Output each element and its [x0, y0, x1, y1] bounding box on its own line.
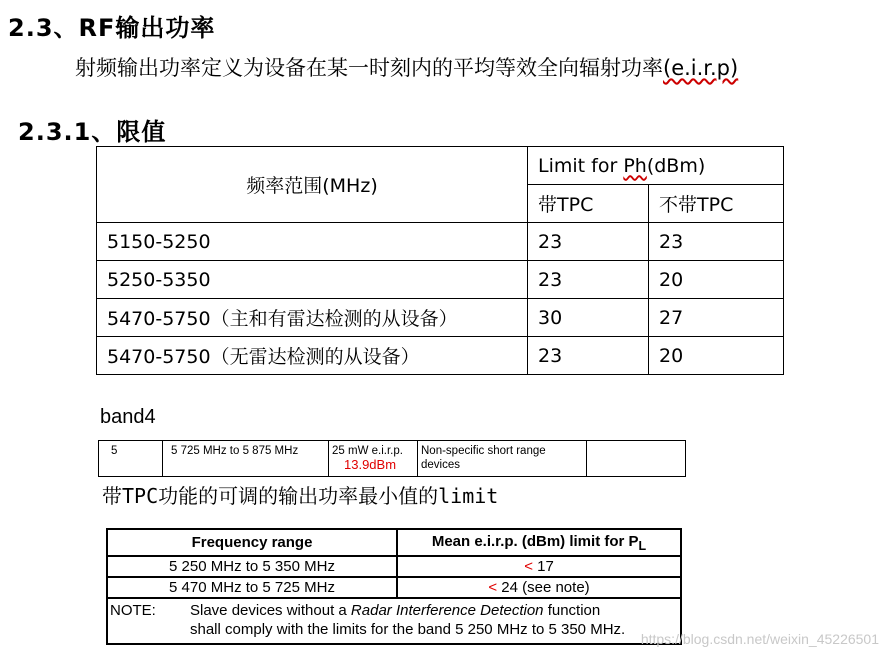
freq-cell: 5470-5750（无雷达检测的从设备）	[97, 337, 528, 375]
freq-cell: 5250-5350	[97, 261, 528, 299]
table-row	[97, 261, 784, 299]
band4-power: 25 mW e.i.r.p.	[332, 445, 403, 457]
band4-power-cell	[329, 441, 418, 477]
pl-note	[107, 598, 681, 644]
pl-note-line2: shall comply with the limits for the band 5 250 MHz to 5 350 MHz.	[190, 621, 626, 638]
pl-limit-header	[397, 529, 681, 556]
tpc-caption: 带TPC功能的可调的输出功率最小值的limit	[102, 484, 499, 508]
tpc-cell: 23	[528, 261, 649, 299]
pl-note-line1	[110, 601, 674, 620]
pl-limit-value: 17	[537, 558, 554, 575]
pl-limit-marker: <	[524, 558, 533, 575]
section-heading: 2.3、RF输出功率	[8, 14, 216, 42]
band4-label: band4	[100, 406, 156, 428]
pl-freq-header: Frequency range	[107, 529, 397, 556]
pl-limit-header-sub: L	[638, 538, 647, 553]
no-tpc-cell: 20	[649, 337, 784, 375]
tpc-cell: 30	[528, 299, 649, 337]
no-tpc-cell: 23	[649, 223, 784, 261]
subsection-heading: 2.3.1、限值	[18, 118, 167, 146]
col-no-tpc-header: 不带TPC	[649, 185, 784, 223]
pl-limit-cell	[397, 556, 681, 577]
col-tpc-header: 带TPC	[528, 185, 649, 223]
limit-header	[528, 147, 784, 185]
table-row	[97, 223, 784, 261]
pl-limit-header-text: Mean e.i.r.p. (dBm) limit for P	[431, 532, 639, 550]
pl-note-label: NOTE:	[110, 602, 156, 619]
limit-header-prefix: Limit for	[538, 154, 624, 177]
freq-cell: 5470-5750（主和有雷达检测的从设备）	[97, 299, 528, 337]
table-row	[107, 577, 681, 598]
description-eirp: (e.i.r.p)	[663, 56, 739, 80]
limit-header-suffix: (dBm)	[646, 154, 706, 177]
pl-limit-value: 24 (see note)	[501, 579, 590, 596]
pl-freq-cell: 5 250 MHz to 5 350 MHz	[107, 556, 397, 577]
band4-power-dbm: 13.9dBm	[344, 457, 397, 472]
pl-limit-marker: <	[488, 579, 498, 596]
band4-table	[98, 440, 686, 477]
pl-note-pre: Slave devices without a	[190, 602, 351, 619]
pl-note-italic: Radar Interference Detection	[350, 602, 544, 619]
table-row	[107, 556, 681, 577]
table-row	[97, 337, 784, 375]
watermark: https://blog.csdn.net/weixin_45226501	[640, 631, 879, 647]
description-text: 射频输出功率定义为设备在某一时刻内的平均等效全向辐射功率	[75, 56, 663, 80]
band4-use: Non-specific short range devices	[418, 441, 587, 477]
pl-note-post: function	[543, 602, 601, 619]
tpc-cell: 23	[528, 337, 649, 375]
band4-index: 5	[99, 441, 163, 477]
pl-freq-cell: 5 470 MHz to 5 725 MHz	[107, 577, 397, 598]
section-description	[75, 52, 738, 82]
tpc-cell: 23	[528, 223, 649, 261]
pl-limit-table	[106, 528, 682, 645]
limit-header-ph: Ph	[623, 154, 647, 177]
table-row	[97, 299, 784, 337]
freq-cell: 5150-5250	[97, 223, 528, 261]
freq-range-header: 频率范围(MHz)	[97, 147, 528, 223]
limit-table	[96, 146, 784, 375]
no-tpc-cell: 20	[649, 261, 784, 299]
table-row	[99, 441, 686, 477]
band4-extra	[587, 441, 686, 477]
band4-freq: 5 725 MHz to 5 875 MHz	[163, 441, 329, 477]
no-tpc-cell: 27	[649, 299, 784, 337]
pl-limit-cell	[397, 577, 681, 598]
